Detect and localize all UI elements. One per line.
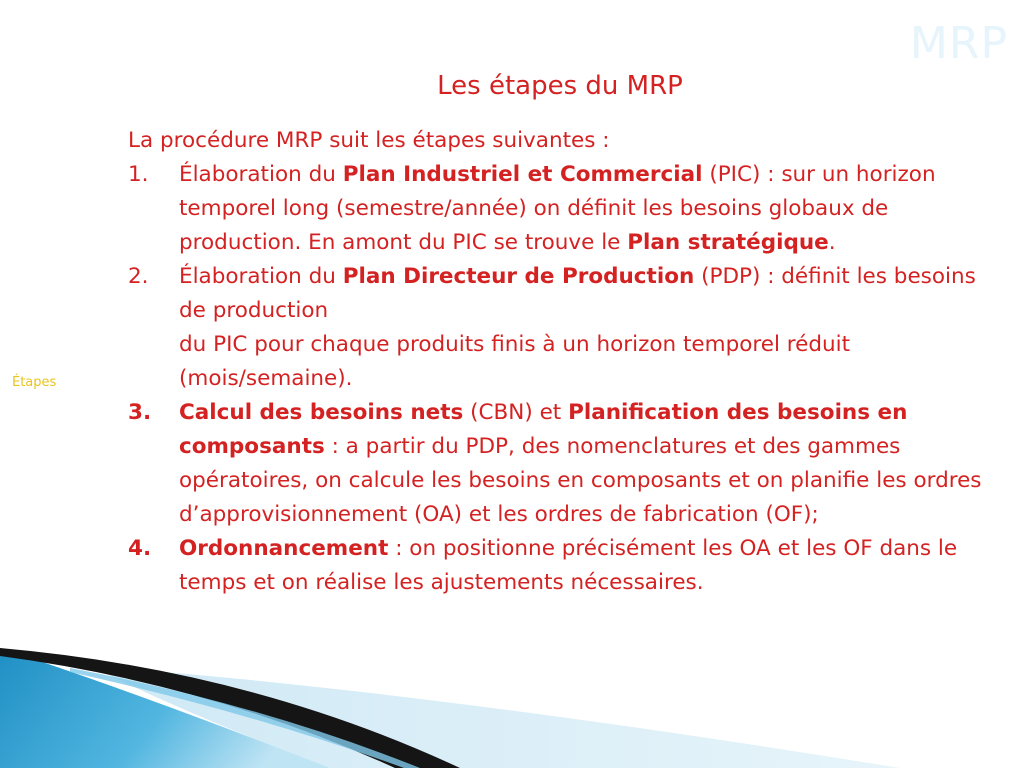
wave-blue-band xyxy=(0,648,330,768)
step-bold: Planification des besoins en composants xyxy=(179,400,908,459)
step-text: Élaboration du xyxy=(179,162,343,187)
step-text: Élaboration du xyxy=(179,264,343,289)
step-number: 1. xyxy=(128,162,149,187)
steps-list xyxy=(128,158,998,600)
step-item xyxy=(128,260,998,396)
step-bold: Plan Industriel et Commercial xyxy=(342,162,703,187)
step-text: : a partir du PDP, des nomenclatures et des gammes opératoires, on calcule les besoins en composants et on planifie les ordres d’approvisionnement (OA) et les ordres de fabrication (OF); xyxy=(179,434,982,527)
step-number: 2. xyxy=(128,264,149,289)
wave-dark-stroke xyxy=(0,648,460,768)
step-text: . xyxy=(828,230,836,255)
step-text: (PIC) : sur un horizon temporel long (semestre/année) on définit les besoins globaux de production. En amont du PIC se trouve le xyxy=(179,162,936,255)
step-item xyxy=(128,396,998,532)
watermark-text: MRP xyxy=(909,18,1008,69)
slide-body xyxy=(128,124,998,600)
wave-pale-band xyxy=(90,666,900,768)
step-bold: Plan stratégique xyxy=(627,230,829,255)
side-label: Étapes xyxy=(12,375,57,390)
step-item xyxy=(128,532,998,600)
slide-title: Les étapes du MRP xyxy=(437,71,683,101)
step-bold: Calcul des besoins nets xyxy=(179,400,464,425)
step-text: du PIC pour chaque produits finis à un horizon temporel réduit (mois/semaine). xyxy=(179,332,851,391)
step-bold: Plan Directeur de Production xyxy=(342,264,695,289)
step-text: (CBN) et xyxy=(463,400,569,425)
step-item xyxy=(128,158,998,260)
step-number: 4. xyxy=(128,536,152,561)
step-number: 3. xyxy=(128,400,152,425)
step-text: : on positionne précisément les OA et les OF dans le temps et on réalise les ajustements nécessaires. xyxy=(179,536,958,595)
step-text: (PDP) : définit les besoins de production xyxy=(179,264,976,323)
wave-blue-stripe xyxy=(70,668,420,768)
step-bold: Ordonnancement xyxy=(179,536,389,561)
intro-text: La procédure MRP suit les étapes suivantes : xyxy=(128,128,610,153)
